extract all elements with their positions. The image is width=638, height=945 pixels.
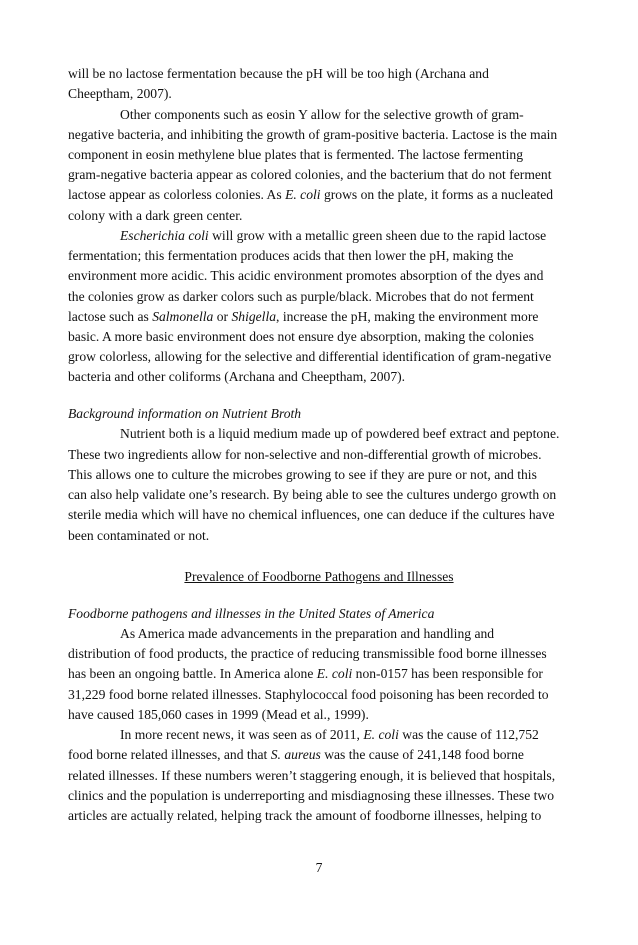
subheading-text: Foodborne pathogens and illnesses in the United States of America bbox=[68, 606, 435, 621]
text-line: can also help validate one’s research. By being able to see the cultures undergo growth on bbox=[68, 487, 557, 502]
text-line: As America made advancements in the preparation and handling and bbox=[120, 626, 495, 641]
text-line: environment more acidic. This acidic environment promotes absorption of the dyes and bbox=[68, 268, 544, 283]
text-run: In more recent news, it was seen as of 2011, bbox=[120, 727, 364, 742]
text-line bbox=[68, 185, 553, 205]
subheading-text: Background information on Nutrient Broth bbox=[68, 406, 302, 421]
species-name: S. aureus bbox=[270, 747, 321, 762]
subheading-usa bbox=[68, 604, 434, 624]
text-line: colony with a dark green center. bbox=[68, 208, 243, 223]
text-line: sterile media which will have no chemical influences, one can deduce if the cultures have bbox=[68, 507, 555, 522]
text-run: or bbox=[213, 309, 232, 324]
text-run: , increase the pH, making the environment more bbox=[276, 309, 539, 324]
text-run: will grow with a metallic green sheen due to the rapid lactose bbox=[208, 228, 547, 243]
species-name: Escherichia coli bbox=[120, 228, 209, 243]
text-run: was the cause of 241,148 food borne bbox=[320, 747, 524, 762]
species-name: Shigella bbox=[231, 309, 277, 324]
text-line: 31,229 food borne related illnesses. Staphylococcal food poisoning has been recorded to bbox=[68, 687, 549, 702]
text-run: has been an ongoing battle. In America alone bbox=[68, 666, 317, 681]
section-title: Prevalence of Foodborne Pathogens and Illnesses bbox=[184, 569, 454, 584]
text-run: non-0157 has been responsible for bbox=[352, 666, 543, 681]
text-line: This allows one to culture the microbes growing to see if they are pure or not, and this bbox=[68, 467, 537, 482]
text-line: have caused 185,060 cases in 1999 (Mead et al., 1999). bbox=[68, 707, 369, 722]
text-line: related illnesses. If these numbers weren’t staggering enough, it is believed that hospitals, bbox=[68, 768, 556, 783]
text-line: fermentation; this fermentation produces acids that then lower the pH, making the bbox=[68, 248, 514, 263]
text-line bbox=[120, 226, 546, 246]
page-number: 7 bbox=[315, 860, 323, 875]
text-line: Cheeptham, 2007). bbox=[68, 86, 172, 101]
text-line: will be no lactose fermentation because the pH will be too high (Archana and bbox=[68, 66, 489, 81]
text-line: articles are actually related, helping track the amount of foodborne illnesses, helping to bbox=[68, 808, 542, 823]
text-line bbox=[120, 725, 539, 745]
text-line: gram-negative bacteria appear as colored colonies, and the bacterium that do not ferment bbox=[68, 167, 552, 182]
text-run: grows on the plate, it forms as a nucleated bbox=[320, 187, 554, 202]
text-run: was the cause of 112,752 bbox=[398, 727, 539, 742]
text-run: lactose such as bbox=[68, 309, 153, 324]
subheading-nutrient-broth bbox=[68, 404, 301, 424]
text-line: grow colorless, allowing for the selective and differential identification of gram-negative bbox=[68, 349, 552, 364]
text-run: food borne related illnesses, and that bbox=[68, 747, 271, 762]
text-line: bacteria and other coliforms (Archana and Cheeptham, 2007). bbox=[68, 369, 406, 384]
text-line bbox=[68, 745, 524, 765]
text-line: been contaminated or not. bbox=[68, 528, 210, 543]
text-run: lactose appear as colorless colonies. As bbox=[68, 187, 286, 202]
text-line: negative bacteria, and inhibiting the growth of gram-positive bacteria. Lactose is the main bbox=[68, 127, 558, 142]
text-line: Nutrient both is a liquid medium made up of powdered beef extract and peptone. bbox=[120, 426, 560, 441]
text-line: the colonies grow as darker colors such as purple/black. Microbes that do not ferment bbox=[68, 289, 534, 304]
species-name: E. coli bbox=[316, 666, 353, 681]
text-line: basic. A more basic environment does not ensure dye absorption, making the colonies bbox=[68, 329, 534, 344]
species-name: E. coli bbox=[285, 187, 321, 202]
text-line bbox=[68, 664, 543, 684]
species-name: E. coli bbox=[363, 727, 399, 742]
text-line: These two ingredients allow for non-selective and non-differential growth of microbes. bbox=[68, 447, 542, 462]
text-line: clinics and the population is underreporting and misdiagnosing these illnesses. These two bbox=[68, 788, 555, 803]
text-line: distribution of food products, the practice of reducing transmissible food borne illnesses bbox=[68, 646, 547, 661]
text-line bbox=[68, 307, 538, 327]
text-line: component in eosin methylene blue plates that is fermented. The lactose fermenting bbox=[68, 147, 523, 162]
species-name: Salmonella bbox=[152, 309, 214, 324]
text-line: Other components such as eosin Y allow for the selective growth of gram- bbox=[120, 107, 524, 122]
